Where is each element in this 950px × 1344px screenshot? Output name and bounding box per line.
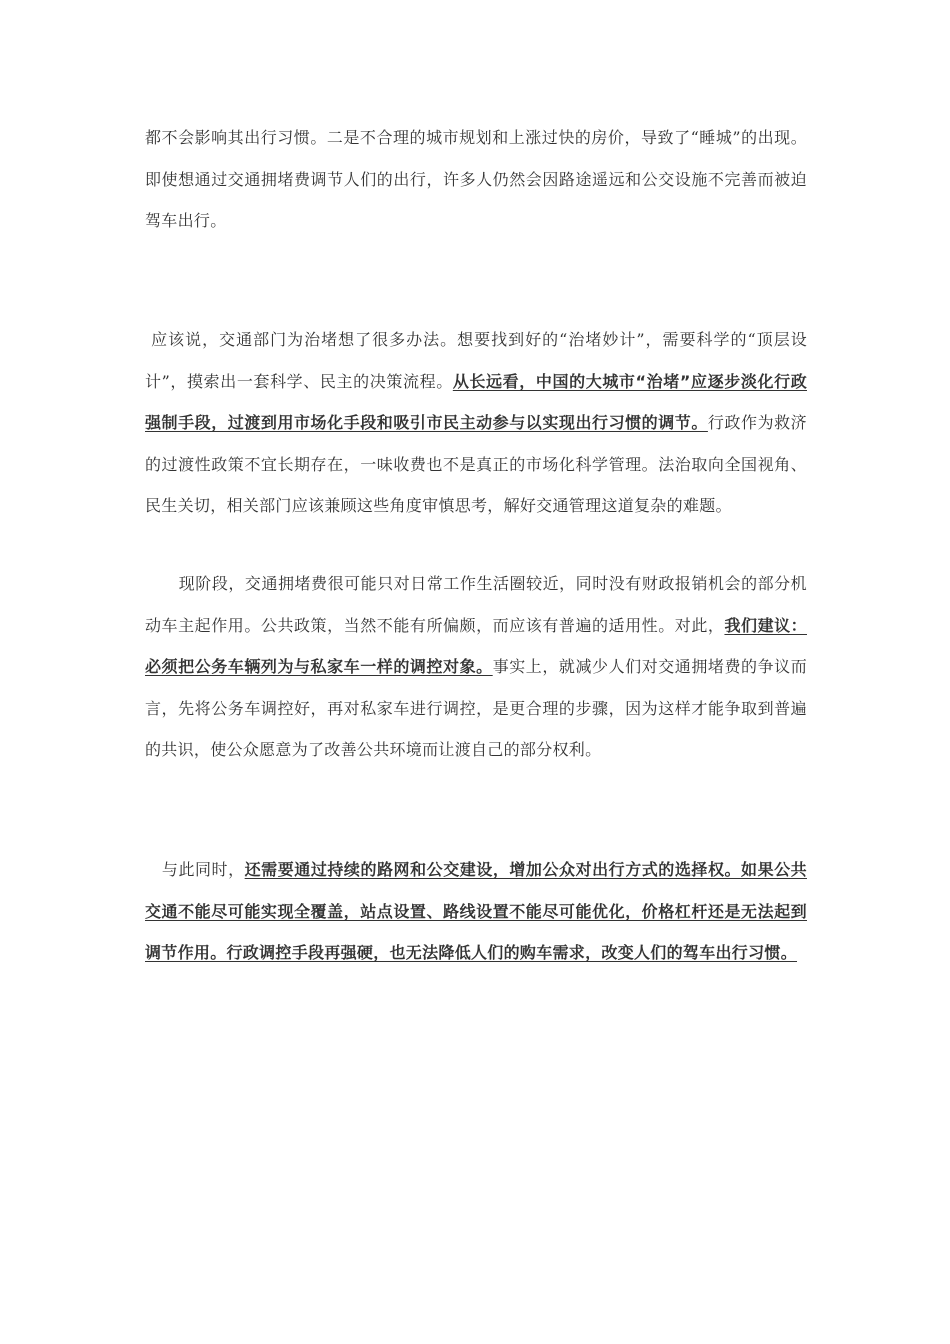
paragraph-4-emphasis: 还需要通过持续的路网和公交建设，增加公众对出行方式的选择权。如果公共交通不能尽可能实现全覆盖，站点设置、路线设置不能尽可能优化，价格杠杆还是无法起到调节作用。行政调控手段再强硬，也无法降低人们的购车需求，改变人们的驾车出行习惯。	[145, 860, 807, 962]
paragraph-1-text: 都不会影响其出行习惯。二是不合理的城市规划和上涨过快的房价，导致了“睡城”的出现。即使想通过交通拥堵费调节人们的出行，许多人仍然会因路途遥远和公交设施不完善而被迫驾车出行。	[145, 128, 807, 230]
paragraph-3-text-b: 事实上，就减少人们对交通拥堵费的争议而言，先将公务车调控好，再对私家车进行调控，是更合理的步骤，因为这样才能争取到普遍的共识，使公众愿意为了改善公共环境而让渡自己的部分权利。	[145, 657, 807, 759]
paragraph-2-text-b: 行政作为救济的过渡性政策不宜长期存在，一味收费也不是真正的市场化科学管理。法治取向全国视角、民生关切，相关部门应该兼顾这些角度审慎思考，解好交通管理这道复杂的难题。	[145, 413, 807, 515]
paragraph-4-text-a: 与此同时，	[161, 860, 245, 879]
paragraph-2-text-a: 应该说，交通部门为治堵想了很多办法。想要找到好的“治堵妙计”，需要科学的“顶层设计”，摸索出一套科学、民主的决策流程。	[145, 330, 807, 391]
paragraph-3	[145, 563, 807, 771]
paragraph-3-emphasis: 我们建议：必须把公务车辆列为与私家车一样的调控对象。	[145, 615, 807, 676]
paragraph-3-text-a: 现阶段，交通拥堵费很可能只对日常工作生活圈较近，同时没有财政报销机会的部分机动车主起作用。公共政策，当然不能有所偏颇，而应该有普遍的适用性。对此，	[145, 574, 807, 635]
paragraph-4	[145, 849, 807, 974]
paragraph-3-indent	[145, 574, 179, 593]
paragraph-4-indent	[145, 860, 162, 879]
paragraph-2	[145, 319, 807, 527]
paragraph-1	[145, 117, 807, 242]
paragraph-2-emphasis: 从长远看，中国的大城市“治堵”应逐步淡化行政强制手段，过渡到用市场化手段和吸引市民主动参与以实现出行习惯的调节。	[145, 371, 807, 432]
